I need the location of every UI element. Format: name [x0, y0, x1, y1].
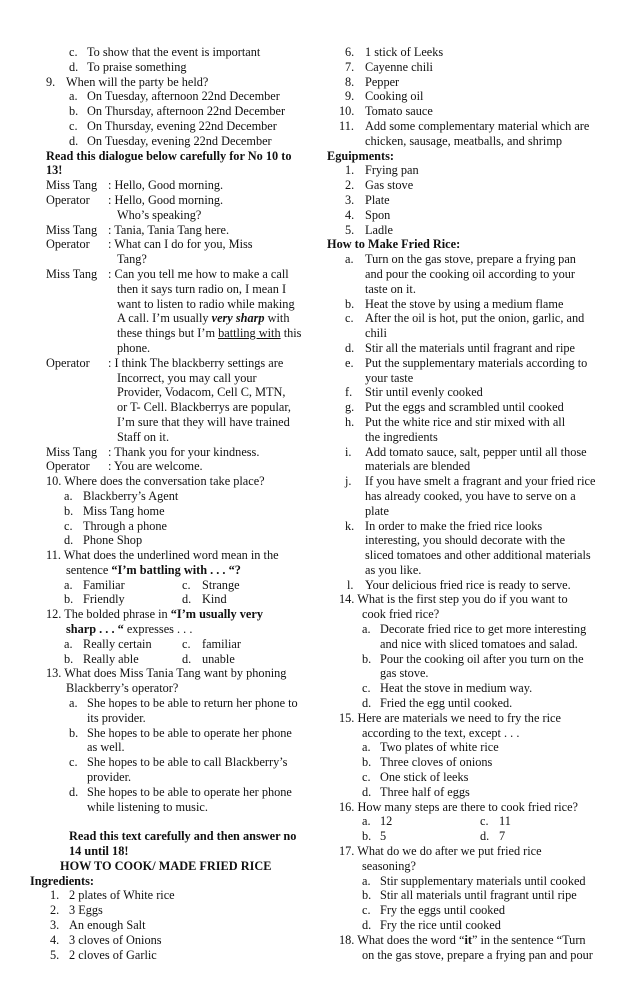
step-item: your taste [365, 370, 414, 385]
option-line: d. Phone Shop [64, 533, 143, 548]
dialogue-line: phone. [117, 340, 151, 355]
dialogue-line: Miss Tang : Thank you for your kindness. [46, 444, 260, 459]
dialogue-line: A call. I’m usually very sharp with [117, 311, 290, 326]
option-line: a. Really certain c. familiar [64, 636, 241, 651]
question-15: 15. Here are materials we need to fry the rice [339, 710, 561, 725]
option-line: b. Really able d. unable [64, 651, 235, 666]
step-item: j. If you have smelt a fragrant and your fried rice [345, 474, 596, 489]
question-14: 14. What is the first step you do if you want to [339, 592, 568, 607]
option-line: d. Fry the rice until cooked [362, 918, 501, 933]
ingredients-heading: Ingredients: [30, 873, 94, 888]
ingredient-item: 3. An enough Salt [50, 918, 146, 933]
ingredient-item: chicken, sausage, meatballs, and shrimp [365, 133, 563, 148]
question-9: 9. When will the party be held? [46, 74, 209, 89]
step-item: taste on it. [365, 281, 416, 296]
question-11: sentence “I’m battling with . . . “? [66, 562, 241, 577]
dialogue-line: then it says turn radio on, I mean I [117, 281, 287, 296]
question-18: 18. What does the word “it” in the sentence “Turn [339, 932, 586, 947]
option-line: b. 5 d. 7 [362, 829, 506, 844]
dialogue-line: Operator : You are welcome. [46, 459, 203, 474]
step-item: h. Put the white rice and stir mixed with all [345, 414, 566, 429]
question-13: 13. What does Miss Tania Tang want by phoning [46, 666, 287, 681]
section-instruction: 14 until 18! [69, 844, 129, 859]
option-line: and nice with sliced tomatoes and salad. [380, 636, 578, 651]
recipe-title: HOW TO COOK/ MADE FRIED RICE [60, 858, 272, 873]
dialogue-line: Provider, Vodacom, Cell C, MTN, [117, 385, 286, 400]
step-item: the ingredients [365, 429, 438, 444]
step-item: a. Turn on the gas stove, prepare a frying pan [345, 252, 576, 267]
dialogue-line: want to listen to radio while making [117, 296, 295, 311]
option-line: a. She hopes to be able to return her phone to [69, 696, 298, 711]
option-line: b. Three cloves of onions [362, 755, 493, 770]
step-item: c. After the oil is hot, put the onion, garlic, and [345, 311, 585, 326]
step-item: f. Stir until evenly cooked [345, 385, 483, 400]
step-item: as you like. [365, 562, 422, 577]
equipment-item: 1. Frying pan [345, 163, 419, 178]
option-line: b. She hopes to be able to operate her phone [69, 725, 292, 740]
dialogue-line: Staff on it. [117, 429, 170, 444]
option-line: b. Friendly d. Kind [64, 592, 227, 607]
question-16: 16. How many steps are there to cook fried rice? [339, 799, 579, 814]
dialogue-line: Operator : Hello, Good morning. [46, 192, 224, 207]
step-item: and pour the cooking oil according to your [365, 266, 576, 281]
question-18: on the gas stove, prepare a frying pan and pour [362, 947, 593, 962]
option-line: c. To show that the event is important [69, 45, 261, 59]
option-line: d. Three half of eggs [362, 784, 470, 799]
step-item: sliced tomatoes and other additional materials [365, 548, 591, 563]
step-item: has already cooked, you have to serve on a [365, 488, 576, 503]
equipments-heading: Eguipments: [327, 148, 394, 163]
option-line: gas stove. [380, 666, 429, 681]
equipment-item: 4. Spon [345, 207, 391, 222]
option-line: c. Fry the eggs until cooked [362, 903, 505, 918]
option-line: a. On Tuesday, afternoon 22nd December [69, 89, 280, 104]
right-column [327, 45, 617, 962]
step-item: chili [365, 326, 387, 341]
option-line: c. She hopes to be able to call Blackberry’s [69, 755, 288, 770]
option-line: its provider. [87, 710, 146, 725]
step-item: d. Stir all the materials until fragrant and ripe [345, 340, 576, 355]
equipment-item: 3. Plate [345, 192, 390, 207]
option-line: d. To praise something [69, 59, 187, 74]
method-heading: How to Make Fried Rice: [327, 237, 461, 252]
dialogue-line: I’m sure that they will have trained [117, 414, 290, 429]
option-line: d. On Tuesday, evening 22nd December [69, 133, 272, 148]
option-line: c. On Thursday, evening 22nd December [69, 118, 277, 133]
question-17: seasoning? [362, 858, 416, 873]
left-column [30, 45, 312, 962]
section-instruction: 13! [46, 163, 63, 178]
dialogue-line: Operator : I think The blackberry settings are [46, 355, 284, 370]
ingredient-item: 8. Pepper [345, 74, 400, 89]
option-line: b. Pour the cooking oil after you turn on the [362, 651, 584, 666]
option-line: b. Miss Tang home [64, 503, 165, 518]
ingredient-item: 2. 3 Eggs [50, 903, 103, 918]
dialogue-line: Tang? [117, 252, 147, 267]
dialogue-line: Miss Tang : Can you tell me how to make a call [46, 266, 289, 281]
question-14: cook fried rice? [362, 607, 440, 622]
question-10: 10. Where does the conversation take place? [46, 474, 265, 489]
option-line: a. 12 c. 11 [362, 814, 511, 829]
step-item: materials are blended [365, 459, 471, 474]
step-item: b. Heat the stove by using a medium flame [345, 296, 564, 311]
option-line: d. Fried the egg until cooked. [362, 696, 513, 711]
option-line: while listening to music. [87, 799, 208, 814]
ingredient-item: 7. Cayenne chili [345, 59, 433, 74]
ingredient-item: 1. 2 plates of White rice [50, 888, 175, 903]
option-line: a. Stir supplementary materials until cooked [362, 873, 586, 888]
option-line: c. Through a phone [64, 518, 168, 533]
ingredient-item: 9. Cooking oil [345, 89, 424, 104]
dialogue-line: or T- Cell. Blackberrys are popular, [117, 400, 292, 415]
section-instruction: Read this text carefully and then answer no [69, 829, 297, 844]
step-item: e. Put the supplementary materials according to [345, 355, 588, 370]
dialogue-line: Who’s speaking? [117, 207, 202, 222]
option-line: c. Heat the stove in medium way. [362, 681, 533, 696]
equipment-item: 5. Ladle [345, 222, 393, 237]
dialogue-line: Miss Tang : Tania, Tania Tang here. [46, 222, 230, 237]
option-line: c. One stick of leeks [362, 770, 469, 785]
dialogue-line: Miss Tang : Hello, Good morning. [46, 178, 224, 193]
section-instruction: Read this dialogue below carefully for No 10 to [46, 148, 292, 163]
step-item: plate [365, 503, 389, 518]
question-15: according to the text, except . . . [362, 725, 520, 740]
dialogue-line: these things but I’m battling with this [117, 326, 302, 341]
option-line: provider. [87, 770, 132, 785]
question-13: Blackberry’s operator? [66, 681, 179, 696]
step-item: l. Your delicious fried rice is ready to serve. [347, 577, 571, 592]
option-line: as well. [87, 740, 125, 755]
question-11: 11. What does the underlined word mean in the [46, 548, 279, 563]
step-item: k. In order to make the fried rice looks [345, 518, 543, 533]
step-item: interesting, you should decorate with the [365, 533, 566, 548]
ingredient-item: 6. 1 stick of Leeks [345, 45, 444, 59]
option-line: b. Stir all materials until fragrant until ripe [362, 888, 577, 903]
equipment-item: 2. Gas stove [345, 178, 414, 193]
dialogue-line: Operator : What can I do for you, Miss [46, 237, 253, 252]
option-line: b. On Thursday, afternoon 22nd December [69, 104, 286, 119]
option-line: d. She hopes to be able to operate her phone [69, 784, 292, 799]
step-item: g. Put the eggs and scrambled until cooked [345, 400, 564, 415]
option-line: a. Two plates of white rice [362, 740, 499, 755]
question-17: 17. What do we do after we put fried rice [339, 844, 542, 859]
option-line: a. Decorate fried rice to get more interesting [362, 622, 587, 637]
question-12: sharp . . . “ expresses . . . [66, 622, 193, 637]
question-12: 12. The bolded phrase in “I’m usually very [46, 607, 263, 622]
step-item: i. Add tomato sauce, salt, pepper until all those [345, 444, 587, 459]
ingredient-item: 5. 2 cloves of Garlic [50, 947, 157, 962]
option-line: a. Familiar c. Strange [64, 577, 240, 592]
dialogue-line: Incorrect, you may call your [117, 370, 257, 385]
ingredient-item: 4. 3 cloves of Onions [50, 932, 162, 947]
option-line: a. Blackberry’s Agent [64, 488, 179, 503]
ingredient-item: 10. Tomato sauce [339, 104, 433, 119]
ingredient-item: 11. Add some complementary material which are [339, 118, 590, 133]
